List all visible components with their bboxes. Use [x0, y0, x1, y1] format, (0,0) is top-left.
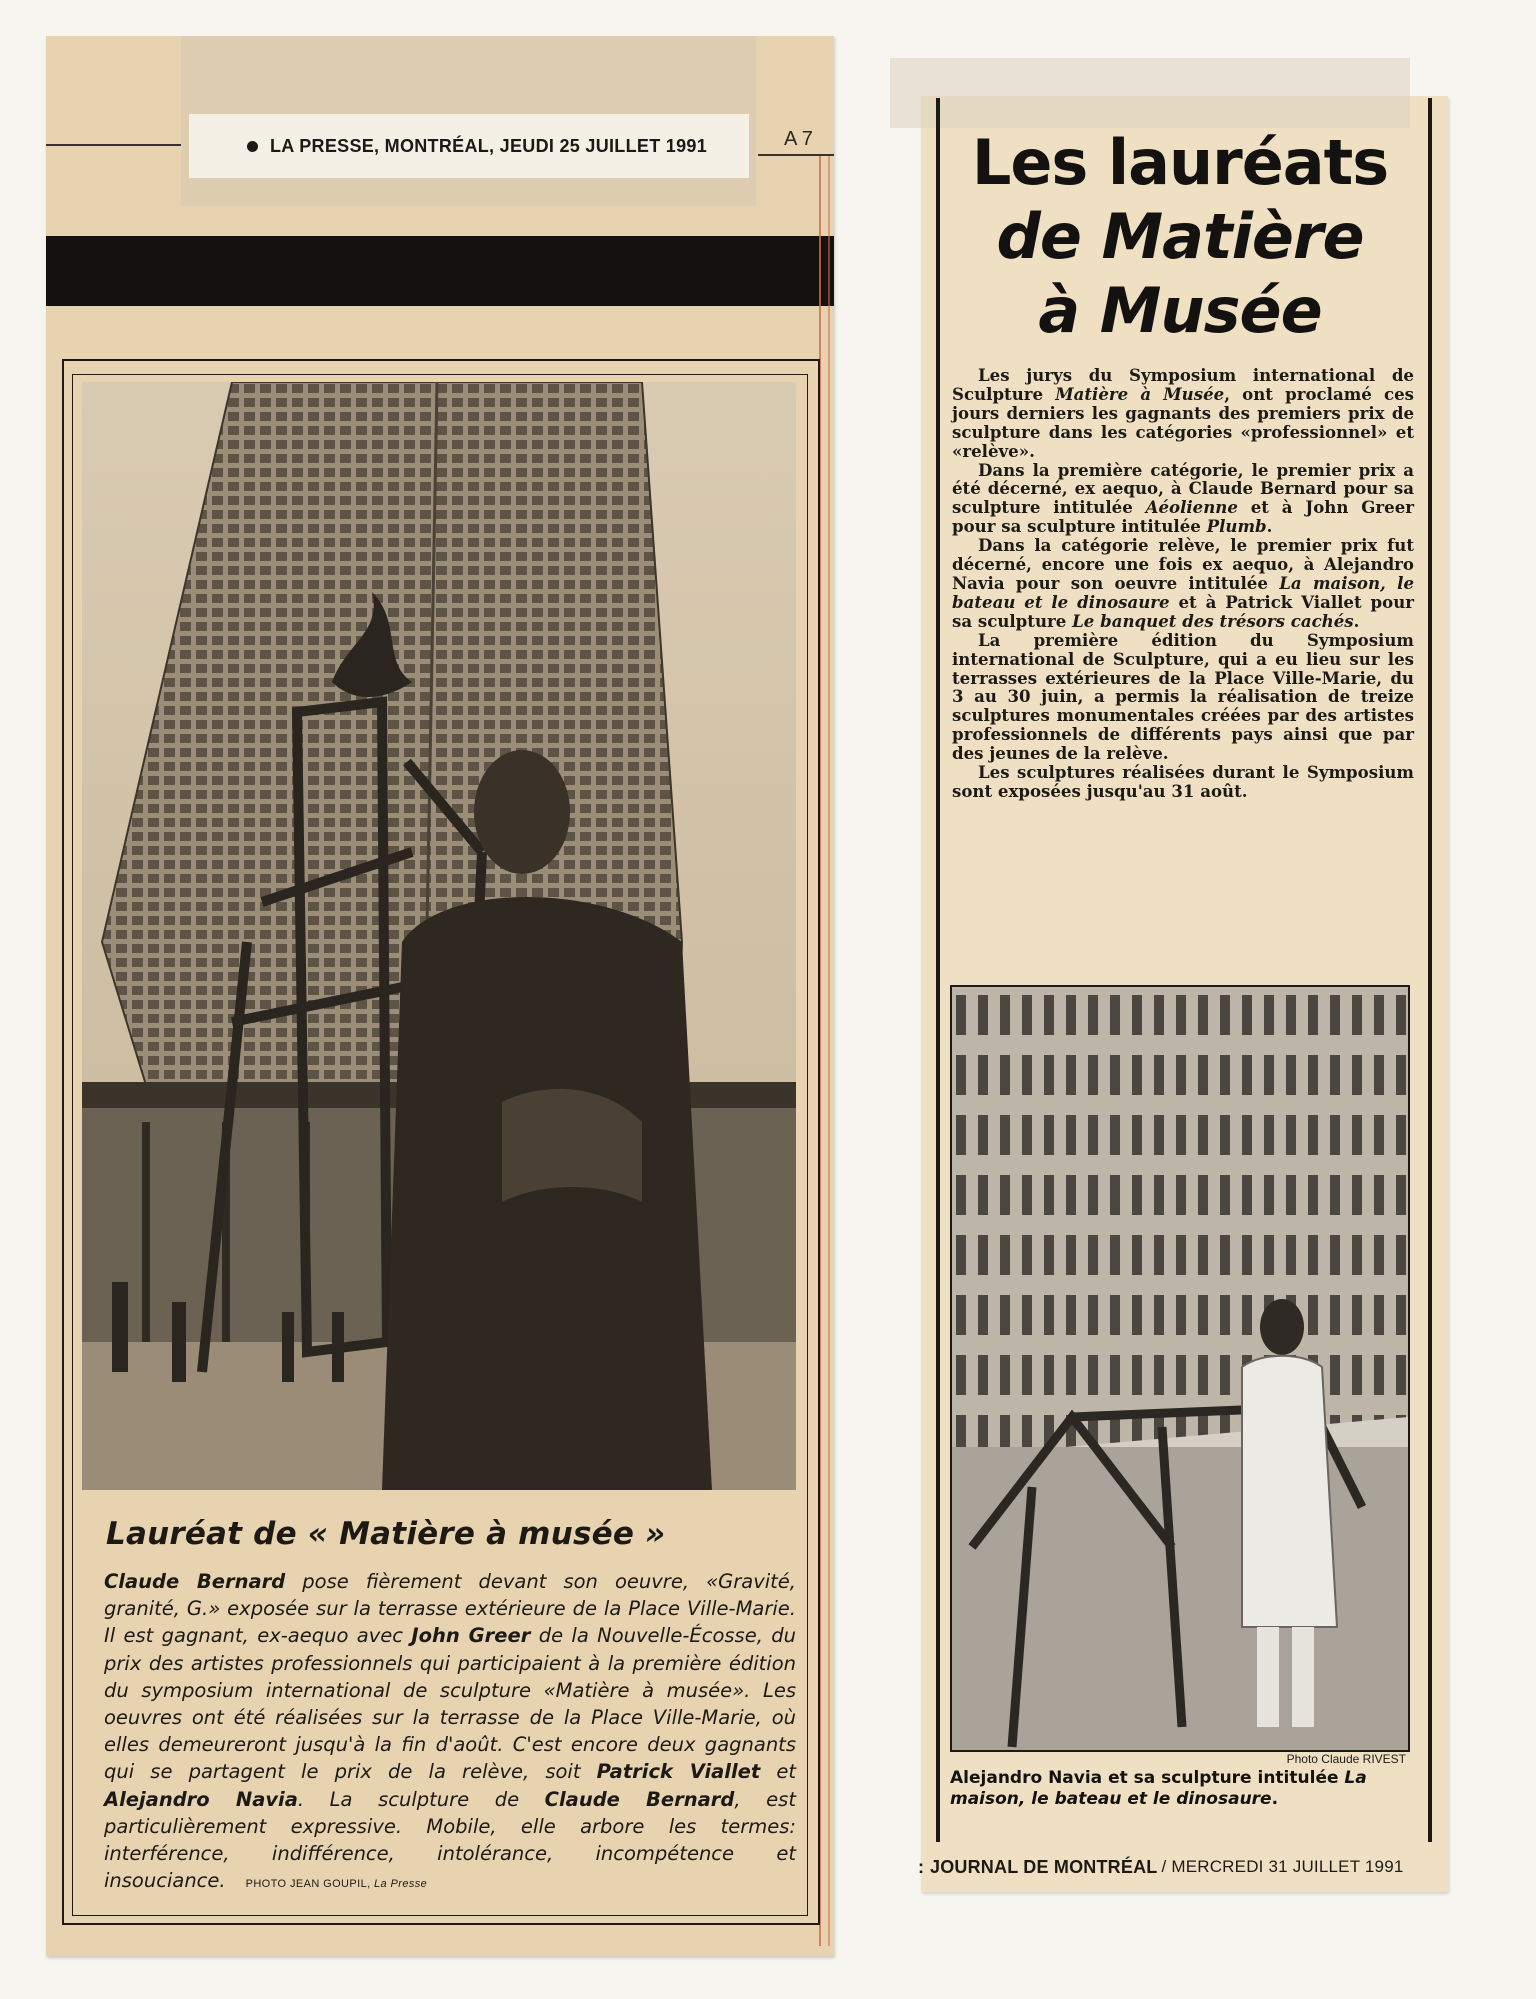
caption-text: pose fièrement devant son oeuvre, «Gravité, granité, G.» exposée sur la terrasse extérieure de la Place Ville-Marie. Il est gagnant, ex-aequo avec: [104, 1570, 796, 1648]
caption-name: Claude Bernard: [544, 1787, 735, 1811]
article-text: Dans la catégorie relève, le premier prix fut décerné, encore une fois ex aequo, à Alejandro Navia pour son oeuvre intitulée: [952, 535, 1414, 593]
article-paragraph: [952, 461, 1414, 537]
photo-illustration: [82, 382, 796, 1490]
dateline-label: [189, 114, 749, 178]
photo-credit: Photo Claude RIVEST: [1286, 1752, 1406, 1766]
footer-mark: :: [918, 1856, 924, 1877]
article-paragraph: [952, 366, 1414, 461]
article-paragraph: [952, 536, 1414, 631]
article-text: Dans la première catégorie, le premier prix a été décerné, ex aequo, à Claude Bernard pour sa sculpture intitulée: [952, 459, 1414, 518]
artwork-title: La maison, le bateau et le dinosaure: [952, 572, 1414, 612]
caption-text: . La sculpture de: [297, 1787, 545, 1811]
black-band: [46, 236, 834, 306]
article-body: [952, 366, 1414, 801]
caption-name: John Greer: [411, 1624, 531, 1648]
article-text: .: [1266, 516, 1273, 537]
artwork-title: Aéolienne: [1145, 497, 1238, 518]
margin-line: [828, 156, 830, 1946]
publication-footer: [918, 1846, 1448, 1888]
caption-body: [104, 1568, 796, 1898]
caption-text: de la Nouvelle-Écosse, du prix des artistes professionnels qui participaient à la première édition du symposium international de sculpture «Matière à musée». Les oeuvres ont été réalisées sur la terrasse de la Place Ville-Marie, où elles demeureront jusqu'à la fin d'août. C'est encore deux gagnants qui se partagent le prix de la relève, soit: [104, 1624, 796, 1784]
caption-text: Alejandro Navia et sa sculpture intitulée: [950, 1768, 1345, 1788]
caption-title: Lauréat de « Matière à musée »: [106, 1516, 666, 1552]
article-text: et à John Greer pour sa sculpture intitulée: [952, 497, 1414, 537]
caption-name: Alejandro Navia: [104, 1787, 298, 1811]
caption-text: .: [1271, 1789, 1279, 1809]
photo-credit: PHOTO JEAN GOUPIL, La Presse: [245, 1878, 428, 1891]
artwork-title: Le banquet des trésors cachés: [1072, 610, 1354, 631]
bullet-icon: [247, 141, 258, 152]
article-paragraph: [952, 631, 1414, 763]
caption-text: , est particulièrement expressive. Mobile, elle arbore les termes: interférence, indifférence, intolérance, incompétence et insouciance.: [104, 1787, 796, 1893]
article-paragraph: [952, 763, 1414, 801]
publication-date: / MERCREDI 31 JUILLET 1991: [1161, 1857, 1404, 1876]
article-text: Les sculptures réalisées durant le Symposium sont exposées jusqu'au 31 août.: [952, 762, 1414, 801]
photo-illustration: [952, 987, 1408, 1750]
caption-text: et: [760, 1760, 797, 1784]
headline-line: Les lauréats: [971, 126, 1389, 199]
photo-caption: [950, 1768, 1406, 1810]
la-presse-clipping: [46, 36, 834, 1956]
artwork-title: Matière à Musée: [1055, 383, 1225, 404]
article-text: et à Patrick Viallet pour sa sculpture: [952, 591, 1414, 631]
artwork-title: Plumb: [1206, 516, 1267, 537]
headline: [950, 126, 1410, 348]
headline-line: de Matière: [996, 200, 1364, 273]
dateline: LA PRESSE, MONTRÉAL, JEUDI 25 JUILLET 1991: [270, 135, 708, 156]
page-number: A 7: [784, 128, 813, 150]
header-rule: [46, 144, 181, 146]
article-text: La première édition du Symposium international de Sculpture, qui a eu lieu sur les terrasses extérieures de la Place Ville-Marie, du 3 au 30 juin, a permis la réalisation de treize sculptures monumentales créées par des artistes professionnels de différents pays ainsi que par des jeunes de la relève.: [952, 629, 1414, 764]
caption-name: Claude Bernard: [104, 1570, 286, 1593]
publication-name: JOURNAL DE MONTRÉAL: [930, 1856, 1158, 1877]
header-rule: [758, 154, 834, 156]
artwork-title: La maison, le bateau et le dinosaure: [950, 1768, 1367, 1809]
caption-name: Patrick Viallet: [596, 1760, 761, 1784]
sculpture-photo: [82, 382, 796, 1490]
headline-line: à Musée: [1038, 274, 1322, 347]
article-text: Les jurys du Symposium international de Sculpture: [952, 365, 1414, 404]
article-text: , ont proclamé ces jours derniers les gagnants des premiers prix de sculpture dans les catégories «professionnel» et «relève».: [952, 383, 1414, 461]
article-text: .: [1353, 610, 1360, 631]
photo-credit-source: La Presse: [374, 1878, 428, 1891]
sculpture-photo: [950, 985, 1410, 1752]
